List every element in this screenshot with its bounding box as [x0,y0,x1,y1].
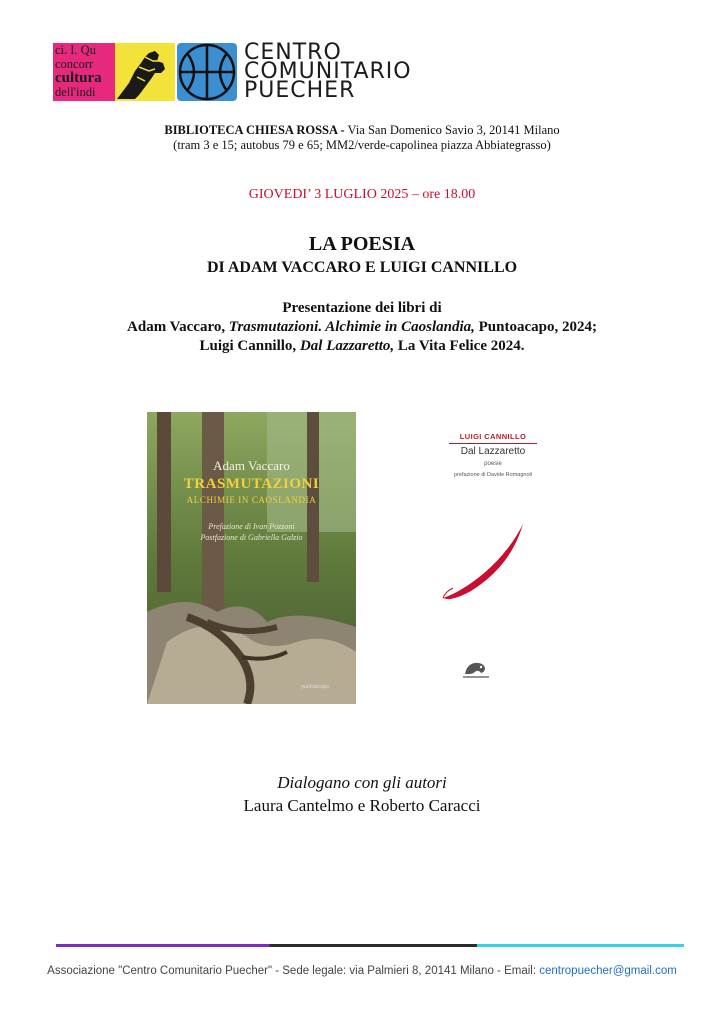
cover1-publisher: puntoacapo [301,684,330,690]
pink-logo-line: cultura [55,70,102,86]
book-cover-dal-lazzaretto [431,416,555,688]
book2-title: Dal Lazzaretto, [299,338,395,354]
book2-publisher: La Vita Felice 2024. [394,338,525,354]
book1-title: Trasmutazioni. Alchimie in Caoslandia, [228,319,475,335]
cover1-subtitle: ALCHIMIE IN CAOSLANDIA [186,495,317,505]
pink-logo [53,43,115,101]
basketball-icon [177,43,237,101]
presentation-text [0,299,724,356]
cover2-genre: poesie [484,461,502,467]
footer-divider [56,944,684,947]
cover1-credits [147,521,356,543]
book2-author: Luigi Cannillo, [199,338,300,354]
pink-logo-line: concorr [55,57,94,71]
cover2-preface: prefazione di Davide Romagnoli [454,472,532,478]
brand-line: CENTRO [244,40,342,65]
brushstroke-illustration [431,416,555,688]
hands-logo [115,43,175,101]
cover2-author: LUIGI CANNILLO [459,432,527,441]
cover1-author: Adam Vaccaro [213,458,290,473]
basketball-logo [177,43,237,101]
event-date: GIOVEDI’ 3 LUGLIO 2025 – ore 18.00 [248,187,476,202]
pink-logo-line: ci. I. Qu [55,43,96,57]
book-cover-trasmutazioni [147,412,356,704]
brand-name [244,40,412,103]
cover1-title: TRASMUTAZIONI [183,476,320,492]
presentation-intro: Presentazione dei libri di [282,300,442,316]
book1-publisher: Puntoacapo, 2024; [474,319,597,335]
footer-text: Associazione "Centro Comunitario Puecher" - Sede legale: via Palmieri 8, 20141 Milano - Email: [47,965,540,977]
venue-address: Via San Domenico Savio 3, 20141 Milano [344,123,560,137]
footer [0,965,724,977]
event-subtitle: DI ADAM VACCARO E LUIGI CANNILLO [206,259,518,276]
book1-author: Adam Vaccaro, [127,319,229,335]
cover2-title: Dal Lazzaretto [460,446,526,457]
chameleon-icon [461,656,491,680]
dialogue-label: Dialogano con gli autori [277,773,447,792]
forest-illustration [147,412,356,704]
brand-line: PUECHER [244,78,356,103]
venue-name: BIBLIOTECA CHIESA ROSSA - [164,123,345,137]
venue-transport: (tram 3 e 15; autobus 79 e 65; MM2/verde-capolinea piazza Abbiategrasso) [173,138,551,152]
cover1-preface: Prefazione di Ivan Pozzoni [208,522,295,531]
dialogue-names: Laura Cantelmo e Roberto Caracci [243,796,481,815]
cover1-postface: Postfazione di Gabriella Galzio [200,533,303,542]
footer-email-link[interactable]: centropuecher@gmail.com [539,965,677,977]
pink-logo-line: dell'indi [55,85,96,99]
venue-info [0,123,724,153]
brand-line: COMUNITARIO [244,59,412,84]
hands-icon [115,43,175,101]
book2-line [0,337,724,356]
book1-line [0,318,724,337]
event-title: LA POESIA [308,233,416,255]
